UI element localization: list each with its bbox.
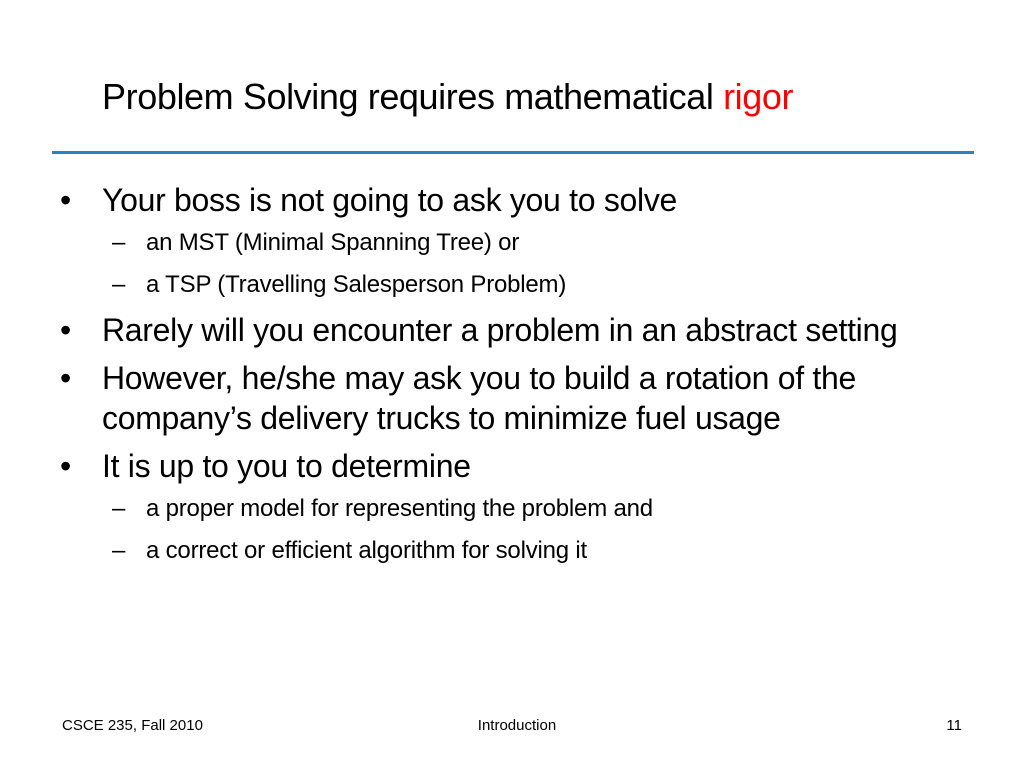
slide-number: 11 (946, 717, 962, 734)
bullet-3-text: However, he/she may ask you to build a rotation of the company’s delivery trucks to minimize fuel usage (102, 360, 857, 436)
sub-bullet-1-2-text: a TSP (Travelling Salesperson Problem) (146, 271, 567, 298)
bullet-2-text: Rarely will you encounter a problem in an abstract setting (102, 312, 898, 348)
sub-bullet-1-1-text: an MST (Minimal Spanning Tree) or (146, 229, 520, 256)
footer-section: Introduction (477, 717, 557, 734)
bullet-marker: • (60, 448, 71, 484)
bullet-4 (56, 446, 976, 486)
sub-bullet-4-2 (56, 532, 976, 570)
sub-bullet-4-2-text: a correct or efficient algorithm for solving it (146, 537, 588, 564)
sub-bullet-1-1 (56, 224, 976, 262)
sub-bullet-marker: – (112, 229, 126, 256)
bullet-marker: • (60, 360, 71, 396)
sub-bullet-4-1-text: a proper model for representing the problem and (146, 495, 653, 522)
title-divider (52, 151, 974, 154)
bullet-1 (56, 180, 976, 220)
bullet-1-text: Your boss is not going to ask you to solve (102, 182, 678, 218)
title-accent: rigor (723, 76, 794, 117)
sub-bullet-4-1 (56, 490, 976, 528)
bullet-2 (56, 310, 976, 350)
footer-course: CSCE 235, Fall 2010 (62, 717, 203, 734)
slide-body (56, 180, 976, 576)
title-main: Problem Solving requires mathematical (102, 76, 724, 117)
bullet-3 (56, 358, 976, 438)
sub-bullet-1-2 (56, 266, 976, 304)
bullet-4-text: It is up to you to determine (102, 448, 471, 484)
sub-bullet-marker: – (112, 495, 126, 522)
bullet-marker: • (60, 312, 71, 348)
bullet-marker: • (60, 182, 71, 218)
sub-bullet-marker: – (112, 271, 126, 298)
sub-bullet-marker: – (112, 537, 126, 564)
slide-title (102, 72, 962, 122)
